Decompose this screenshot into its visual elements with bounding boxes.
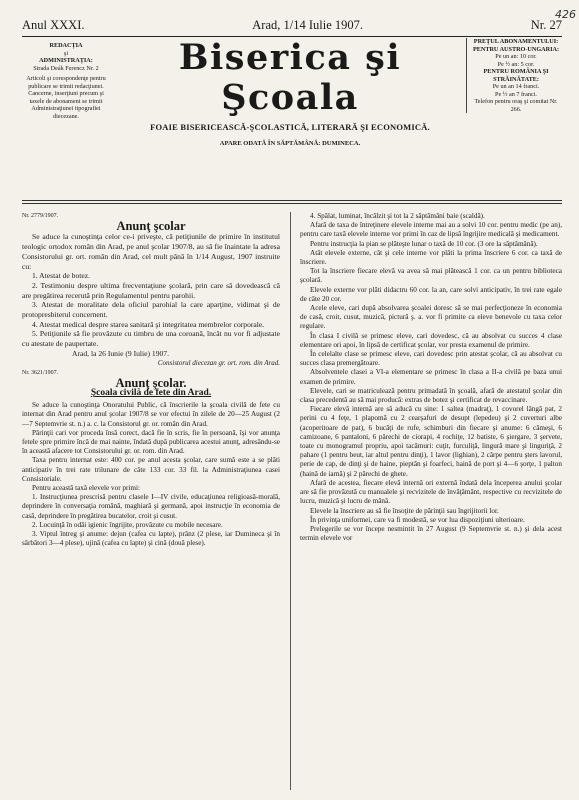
subscription-line: Telefon pentru oraş şi comitat Nr. 266. [474,98,558,113]
redaction-line: Articoli şi corespondenţe pentru publicare se trimit redacţiunei. [26,75,106,90]
article-paragraph: Fiecare elevă internă are să aducă cu sine: 1 saltea (madraţ), 1 covorel lângă pat, 2 perini cu 4 feţe, 1 plapomă cu 2 cearşafuri de desupt (lepedeu) şi 2 cuverturi albe (acoperitoare de pat), 6 bucăţi de rufe, schimburi din fiecare şi anume: 6 cămeşi, 6 camizoane, 6 pantaloni, 6 părechi de ciorapi, 4 rochiţe, 12 batiste, 6 şiergare, 3 şervete, toate cu monogramul propriu, apoi tacâmuri: cuţit, furculiţă, lingură mare şi linguriţă, 2 pahare (1 pentru beut, iar altul pentru dinţi), 1 lavor (lighian), 2 cârpe pentru şters lavorul, perie de cap, de dinţi şi de haine, pieptăn şi foarfeci, haină de port şi 4—6 şorţe, 1 palton (haină de iarnă) şi 2 părechi de ghete. [300,405,562,478]
requirement-item: 5. Petiţiunile să fie provăzute cu timbru de una coroană, încât nu vor fi adjustate cu atestate de paupertate. [22,329,280,349]
article-paragraph: Absolventele clasei a VI-a elementare se primesc în clasa a II-a civilă pe baza unui examen de primire. [300,368,562,386]
article-paragraph: Atât elevele externe, cât şi cele interne vor plăti la prima înscriere 6 cor. ca taxă de înscriere. [300,248,562,267]
left-column [22,212,280,548]
requirement-item: 4. Atestat medical despre starea sanitară şi integritatea membrelor corporale. [32,319,265,329]
subscription-box [466,38,562,113]
subscription-line: Pe un an: 10 cor. [495,53,537,60]
requirement-item: 2. Testimoniu despre ultima frecventaţiune şcolară, prin care să dovedească că are pregătirea recerută prin Regulamentul pentru parohii. [22,280,280,300]
redaction-line: şi [63,49,69,57]
article-paragraph: Elevele, cari se matriculează pentru primadată în şcoală, afară de atestatul şcolar din clasa precedentă au să mai producă: extras de botez şi certificat de revaccinare. [300,386,562,405]
article-paragraph: 2. Locuinţă în odăi igienic îngrijite, provăzute cu mobile necesare. [32,520,223,529]
article-paragraph: În clasa I civilă se primesc eleve, cari dovedesc, că au absolvat cu succes 4 clase elementare ori apoi, în lipsă de certificat şcolar, vor presta examenul de primire. [300,331,562,349]
newspaper-subtitle: FOAIE BISERICEASCĂ-ŞCOLASTICĂ, LITERARĂ ŞI ECONOMICĂ. [150,122,430,132]
subscription-line: PENTRU AUSTRO-UNGARIA: [472,45,560,53]
subscription-line: Pe un an 14 franci. [492,83,540,90]
article-paragraph: Tot la înscriere fiecare elevă va avea să mai plătească 1 cor. ca un pentru biblioteca şcolară. [300,267,562,285]
redaction-box [22,42,110,120]
masthead [112,36,468,147]
newspaper-title: Biserica şi Şcoala [178,37,402,118]
requirement-item: 1. Atestat de botez. [32,271,90,281]
article-paragraph: 3. Viptul întreg şi anume: dejun (cafea cu lapte), prânz (2 plese, iar Dumineca şi în sărbători 3—4 plese), ujină (cafea cu lapte) şi cină (două plese). [22,530,280,548]
subscription-line: PENTRU ROMÂNIA ŞI STRĂINĂTATE: [483,68,549,83]
article-paragraph: Taxa pentru internat este: 400 cor. pe anul acesta şcolar, care sumă este a se plăti anticipativ în trei rate trilunare de câte 133 cor. 33 fil. la Administraţiunea casei Consistoriale. [22,456,280,483]
reference-number: Nr. 3621/1907. [22,370,59,377]
article-paragraph: Acele eleve, cari după absolvarea şcoalei doresc să se mai perfecţioneze în economia de casă, croit, cusut, muzică, pictură ş. a. vor fi primite ca eleve benevole cu taxa celor regulare. [300,304,562,331]
article-paragraph: Pentru această taxă elevele vor primi: [32,483,140,492]
article-paragraph: Elevele la înscriere au să fie însoţite de părinţii sau îngrijitorii lor. [310,506,499,515]
subscription-line: Pe ½ an 7 franci. [495,90,537,98]
article-paragraph: Părinţii cari vor proceda însă corect, dacă fie în scris, fie în persoană, îşi vor anunţa fetele spre primire încă de mai nainte, îndată după publicarea acestui anunţ, adresându-se în această afacere tot Consistorului gr. or. rom. din Arad. [22,428,280,456]
requirement-item: 3. Atestat de moralitate dela oficiul parohial la care aparţine, vidimat şi de protopresbiterul concernent. [22,300,280,320]
article-paragraph: Pentru instrucţia la pian se plăteşte lunar o taxă de 10 cor. (3 ore la săptămână). [310,239,538,248]
place-date: Arad, 1/14 Iulie 1907. [252,17,363,32]
issue-header [22,14,562,37]
issue-number: Nr. 27 [530,17,562,32]
article-heading: Anunţ şcolar [116,218,186,233]
redaction-line: ADMINISTRAŢIA: [39,57,93,64]
right-column [300,212,562,543]
signature: Consistorul diecezan gr. ort. rom. din Arad. [157,358,280,367]
article-paragraph: Se aduce la cunoştinţa Onoratului Public, că înscrierile la şcoala civilă de fete cu internat din Arad pentru anul şcolar 1907/8 se vor efectui în zilele de 20—25 August (2—7 Septemvrie st. n.) a. c. la Consistorul gr. or. român din Arad. [22,401,280,428]
article-heading: Anunţ şcolar. [115,375,187,390]
article-paragraph: Afară de acestea, fiecare elevă internă ori externă îndată dela începerea anului şcolar are să fie provăzută cu manualele şi recvizitele de învăţământ, respective cu recvizitele de lucru, muzică şi lucru de mână. [300,478,562,506]
header-divider [22,203,562,204]
column-divider [290,212,291,790]
handwritten-page-number: 426 [555,8,576,21]
article-paragraph: Se aduce la cunoştinţa celor ce-i priveşte, că petiţiunile de primire în institutul teologic ortodox român din Arad, pe anul şcolar 1907/8, au să fie înaintate la adresa Consistorului gr. ort. român din Arad, cel mult până în 1/14 August, 1907 instruite cu: [22,232,280,271]
newspaper-page [22,8,576,790]
article-paragraph: Afară de taxa de întreţinere elevele interne mai au a solvi 10 cor. pentru medic (pe an), pentru care taxă elevele interne vor primi în caz de lipsă îngrijire medicală şi medicament. [300,221,562,239]
header-divider [22,200,562,201]
article-paragraph: Prelegerile se vor începe nesmintit în 27 August (9 Septemvrie st. n.) şi dela acest termin elevele vor [300,524,562,543]
subscription-line: Pe ½ an: 5 cor. [497,60,535,68]
article-subheading: Şcoala civilă de fete din Arad. [90,388,212,399]
article-paragraph: În privinţa uniformei, care va fi modestă, se vor lua dispoziţiuni ulterioare. [310,515,525,524]
article-date: Arad, la 26 Iunie (9 Iulie) 1907. [72,348,170,358]
volume-year: Anul XXXI. [22,17,85,32]
article-paragraph: În celelalte clase se primesc eleve, cari dovedesc prin atestat şcolar, că au absolvat cu succes clasa premergătoare. [300,350,562,368]
subscription-title: PREŢUL ABONAMENTULUI: [473,38,559,45]
redaction-title: REDACŢIA [49,42,83,49]
article-paragraph: Elevele externe vor plăti didactru 60 cor. la an, care solvi anticipativ, în trei rate egale de câte 20 cor. [300,285,562,303]
article-paragraph: 1. Instrucţiunea prescrisă pentru clasele I—IV civile, educaţiunea religioasă-morală, deprindere în conversaţia română, maghiară şi germană, apoi instrucţie în economia de casă, deprindere în pregătirea bucatelor, croit şi cusut. [22,493,280,520]
redaction-line: Strada Deák Ferencz Nr. 2 [33,64,99,72]
reference-number: Nr. 2779/1907. [22,213,59,219]
publication-frequency: APARE ODATĂ ÎN SĂPTĂMÂNĂ: DUMINECA. [219,140,361,147]
redaction-line: Cancerne, inserţiuni precum şi taxele de abonament se trimit Administraţiunei tipografiei diecezane. [28,90,104,120]
article-paragraph: 4. Spălat, luminat, încălzit şi tot la 2 săptămâni baie (scaldă). [310,212,485,220]
